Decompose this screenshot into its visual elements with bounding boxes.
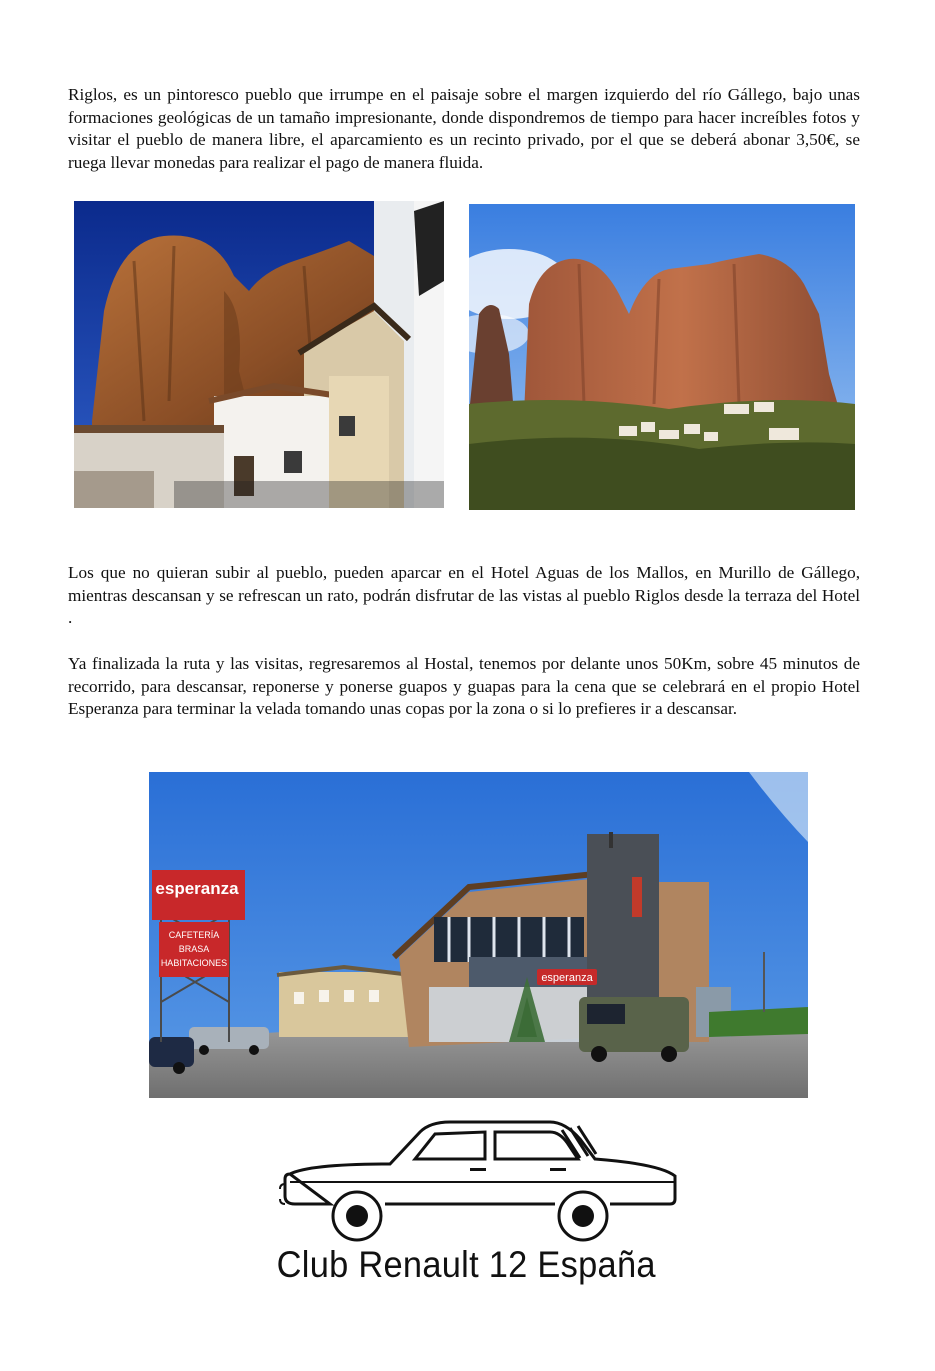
paragraph-riglos-intro: Riglos, es un pintoresco pueblo que irrumpe en el paisaje sobre el margen izquierdo del río Gállego, bajo unas formaciones geológicas de un tamaño impresionante, donde dispondremos de tiempo para hacer increíbles fotos y visitar el pueblo de manera libre, el aparcamiento es un recinto privado, por el que se deberá abonar 3,50€, se ruega llevar monedas para realizar el pago de manera fluida. (68, 85, 860, 172)
mallos-de-riglos-photo (469, 204, 855, 510)
riglos-village-street-photo (74, 201, 444, 508)
sign-cafeteria: CAFETERÍA (168, 930, 220, 940)
facade-sign-text: esperanza (541, 972, 593, 984)
paragraph-return-hostal: Ya finalizada la ruta y las visitas, regresaremos al Hostal, tenemos por delante unos 50Km, sobre 45 minutos de recorrido, para descansar, reponerse y ponerse guapos y guapas para la cena que se celebrará en el propio Hotel Esperanza para terminar la velada tomando unas copas por la zona o si lo prefieres ir a descansar. (68, 654, 860, 719)
paragraph-hotel-aguas: Los que no quieran subir al pueblo, pueden aparcar en el Hotel Aguas de los Mallos, en Murillo de Gállego, mientras descansan y se refrescan un rato, podrán disfrutar de las vistas al pueblo Riglos desde la terraza del Hotel . (68, 563, 860, 628)
sign-brasa: BRASA (178, 944, 210, 954)
hotel-esperanza-photo (149, 772, 808, 1098)
esperanza-brand-sign: esperanza (155, 879, 239, 898)
club-renault-12-logo (250, 1104, 690, 1354)
renault-12-car-illustration (250, 1104, 690, 1244)
sign-habitaciones: HABITACIONES (160, 958, 228, 968)
club-name-text: Club Renault 12 España (276, 1244, 656, 1285)
